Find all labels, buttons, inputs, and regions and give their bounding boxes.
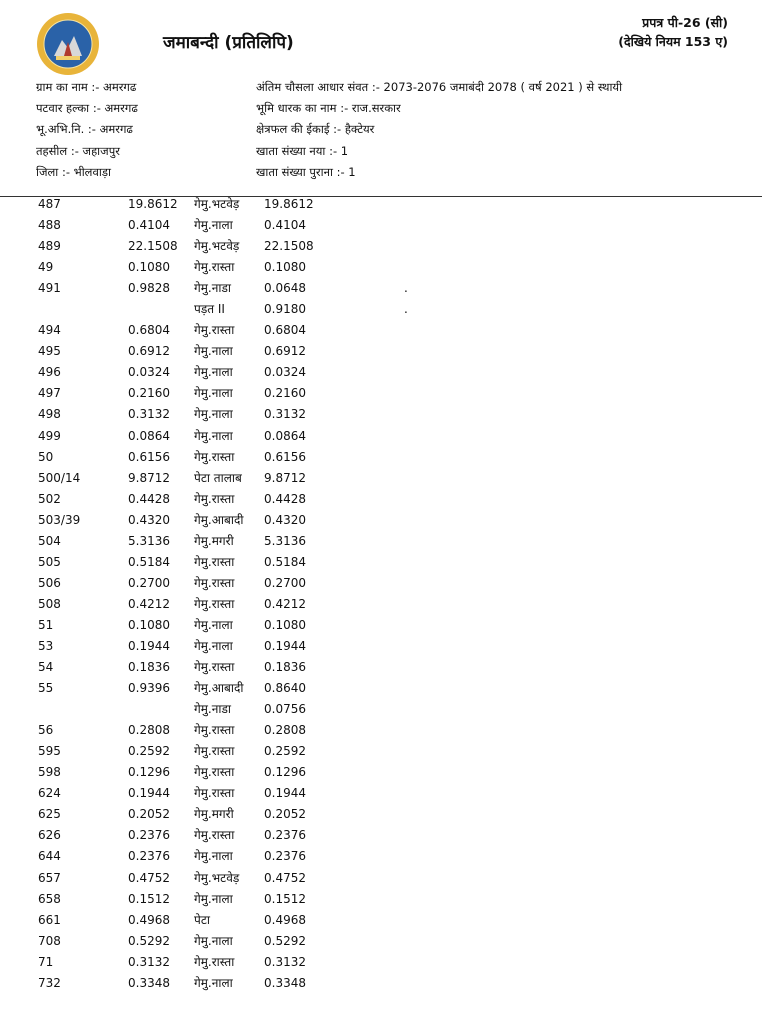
land-type: गेमु.नाला [194,975,233,990]
khasra-number: 626 [38,828,61,843]
khasra-number: 658 [38,891,61,906]
table-row [0,426,768,447]
sub-area: 0.3132 [264,954,306,969]
sub-area: 5.3136 [264,533,306,548]
account-number-old: खाता संख्या पुराना :- 1 [256,164,356,179]
sub-area: 0.3132 [264,407,306,422]
land-type: गेमु.रास्ता [194,575,235,590]
khasra-number: 487 [38,197,61,211]
sub-area: 0.4752 [264,870,306,885]
khasra-number: 499 [38,428,61,443]
khasra-number: 53 [38,638,54,653]
table-row [0,299,768,320]
settlement-basis: अंतिम चौसला आधार संवत :- 2073-2076 जमाबंदी 2078 ( वर्ष 2021 ) से स्थायी [256,80,623,94]
total-area: 0.2808 [128,723,170,738]
total-area: 0.2160 [128,386,170,401]
khasra-number: 644 [38,849,61,864]
account-number-new: खाता संख्या नया :- 1 [256,143,349,158]
total-area: 0.1836 [128,660,170,675]
land-type: गेमु.आबादी [194,681,244,696]
total-area: 0.3132 [128,407,170,422]
sub-area: 0.1080 [264,617,306,632]
land-type: गेमु.भटवेड़ [194,870,240,885]
table-row [0,636,768,657]
land-type: गेमु.नाला [194,638,233,653]
khasra-number: 502 [38,491,61,506]
sub-area: 0.2376 [264,828,306,843]
khasra-number: 488 [38,218,61,233]
khasra-number: 708 [38,933,61,948]
khasra-number: 595 [38,744,61,759]
page-title: जमाबन्दी (प्रतिलिपि) [163,33,294,53]
total-area: 0.2376 [128,828,170,843]
land-type: गेमु.नाडा [194,281,232,296]
land-type: गेमु.नाला [194,428,233,443]
district: जिला :- भीलवाड़ा [36,164,111,179]
total-area: 0.2592 [128,744,170,759]
sub-area: 0.4968 [264,912,306,927]
sub-area: 0.6804 [264,323,306,338]
table-row [0,362,768,383]
land-type: पेटा [194,912,210,927]
land-record-inspector: भू.अभि.नि. :- अमरगढ [36,122,133,137]
sub-area: 0.6156 [264,449,306,464]
land-type: गेमु.आबादी [194,512,244,527]
sub-area: 0.1512 [264,891,306,906]
sub-area: 0.4104 [264,218,306,233]
total-area: 0.6804 [128,323,170,338]
form-number [618,13,728,51]
land-type: गेमु.भटवेड़ [194,239,240,254]
sub-area: 0.1080 [264,260,306,275]
khasra-number: 503/39 [38,512,81,527]
land-holder-name: भूमि धारक का नाम :- राज.सरकार [256,101,401,116]
total-area: 0.9828 [128,281,170,296]
total-area: 0.1944 [128,786,170,801]
table-row [0,573,768,594]
note-mark: . [404,281,408,296]
khasra-number: 504 [38,533,61,548]
table-row [0,973,768,994]
total-area: 0.9396 [128,681,170,696]
table-row [0,762,768,783]
sub-area: 0.9180 [264,302,306,317]
table-row [0,615,768,636]
land-type: गेमु.नाला [194,386,233,401]
sub-area: 0.1296 [264,765,306,780]
land-type: गेमु.नाला [194,933,233,948]
land-type: गेमु.रास्ता [194,260,235,275]
table-row [0,952,768,973]
total-area: 0.5184 [128,554,170,569]
total-area: 9.8712 [128,470,170,485]
table-row [0,257,768,278]
land-type: गेमु.रास्ता [194,449,235,464]
sub-area: 0.2052 [264,807,306,822]
table-row [0,910,768,931]
total-area: 0.1080 [128,260,170,275]
table-row [0,741,768,762]
total-area: 0.4752 [128,870,170,885]
table-row [0,804,768,825]
patwar-circle: पटवार हल्का :- अमरगढ [36,101,138,116]
sub-area: 0.4320 [264,512,306,527]
khasra-number: 489 [38,239,61,254]
record-details-right [256,77,622,183]
land-type: गेमु.रास्ता [194,744,235,759]
table-row [0,320,768,341]
land-type: गेमु.भटवेड़ [194,197,240,211]
land-type: गेमु.रास्ता [194,786,235,801]
sub-area: 0.8640 [264,681,306,696]
table-row [0,194,768,215]
total-area: 0.4968 [128,912,170,927]
land-type: गेमु.नाला [194,344,233,359]
total-area: 0.6156 [128,449,170,464]
khasra-number: 50 [38,449,54,464]
sub-area: 0.1836 [264,660,306,675]
sub-area: 0.5292 [264,933,306,948]
table-row [0,657,768,678]
khasra-number: 624 [38,786,61,801]
total-area: 0.3348 [128,975,170,990]
sub-area: 22.1508 [264,239,314,254]
table-row [0,678,768,699]
sub-area: 0.2160 [264,386,306,401]
village-name: ग्राम का नाम :- अमरगढ [36,80,137,94]
total-area: 0.2700 [128,575,170,590]
record-details-left [36,77,138,183]
total-area: 0.4320 [128,512,170,527]
khasra-number: 54 [38,660,54,675]
total-area: 0.4212 [128,596,170,611]
table-row [0,594,768,615]
land-type: पड़त II [194,302,225,317]
land-type: गेमु.नाला [194,365,233,380]
sub-area: 0.2700 [264,575,306,590]
table-row [0,931,768,952]
land-type: गेमु.नाला [194,849,233,864]
total-area: 0.0864 [128,428,170,443]
khasra-number: 497 [38,386,61,401]
land-type: गेमु.रास्ता [194,554,235,569]
table-row [0,783,768,804]
land-type: गेमु.रास्ता [194,765,235,780]
note-mark: . [404,302,408,317]
sub-area: 9.8712 [264,470,306,485]
table-row [0,889,768,910]
total-area: 0.0324 [128,365,170,380]
total-area: 0.3132 [128,954,170,969]
total-area: 0.1080 [128,617,170,632]
khasra-number: 496 [38,365,61,380]
table-row [0,215,768,236]
total-area: 19.8612 [128,197,178,211]
sub-area: 0.2376 [264,849,306,864]
total-area: 0.2376 [128,849,170,864]
table-row [0,720,768,741]
khasra-number: 49 [38,260,54,275]
table-row [0,404,768,425]
land-type: गेमु.रास्ता [194,323,235,338]
total-area: 0.1512 [128,891,170,906]
land-type: गेमु.मगरी [194,807,234,822]
table-row [0,236,768,257]
total-area: 0.6912 [128,344,170,359]
total-area: 0.1944 [128,638,170,653]
land-records-table [0,194,768,994]
sub-area: 0.0324 [264,365,306,380]
total-area: 0.5292 [128,933,170,948]
khasra-number: 505 [38,554,61,569]
area-unit: क्षेत्रफल की ईकाई :- हैक्टेयर [256,122,375,137]
form-number-line: प्रपत्र पी-26 (सी) [642,15,728,30]
khasra-number: 56 [38,723,54,738]
sub-area: 0.2808 [264,723,306,738]
land-type: गेमु.नाला [194,891,233,906]
rule-reference-line: (देखिये नियम 153 ए) [618,34,728,49]
khasra-number: 498 [38,407,61,422]
land-type: गेमु.नाडा [194,702,232,717]
khasra-number: 598 [38,765,61,780]
table-row [0,341,768,362]
khasra-number: 495 [38,344,61,359]
khasra-number: 661 [38,912,61,927]
khasra-number: 500/14 [38,470,81,485]
land-type: गेमु.रास्ता [194,660,235,675]
land-type: गेमु.मगरी [194,533,234,548]
table-row [0,489,768,510]
sub-area: 0.2592 [264,744,306,759]
sub-area: 0.0648 [264,281,306,296]
sub-area: 0.5184 [264,554,306,569]
sub-area: 0.4428 [264,491,306,506]
land-type: गेमु.रास्ता [194,954,235,969]
khasra-number: 491 [38,281,61,296]
table-row [0,552,768,573]
total-area: 5.3136 [128,533,170,548]
sub-area: 0.4212 [264,596,306,611]
table-row [0,846,768,867]
total-area: 0.2052 [128,807,170,822]
table-row [0,510,768,531]
table-row [0,531,768,552]
khasra-number: 71 [38,954,54,969]
khasra-number: 494 [38,323,61,338]
khasra-number: 657 [38,870,61,885]
sub-area: 0.1944 [264,638,306,653]
table-row [0,699,768,720]
table-row [0,278,768,299]
khasra-number: 51 [38,617,54,632]
khasra-number: 508 [38,596,61,611]
total-area: 0.4428 [128,491,170,506]
rajasthan-emblem-logo [36,12,100,76]
sub-area: 0.0756 [264,702,306,717]
sub-area: 0.6912 [264,344,306,359]
sub-area: 19.8612 [264,197,314,211]
total-area: 0.1296 [128,765,170,780]
land-type: गेमु.रास्ता [194,723,235,738]
table-row [0,468,768,489]
tehsil: तहसील :- जहाजपुर [36,143,120,158]
khasra-number: 625 [38,807,61,822]
sub-area: 0.3348 [264,975,306,990]
table-row [0,868,768,889]
table-row [0,825,768,846]
khasra-number: 506 [38,575,61,590]
sub-area: 0.0864 [264,428,306,443]
land-type: गेमु.नाला [194,218,233,233]
khasra-number: 732 [38,975,61,990]
total-area: 22.1508 [128,239,178,254]
table-row [0,447,768,468]
land-type: पेटा तालाब [194,470,242,485]
land-type: गेमु.रास्ता [194,491,235,506]
table-row [0,383,768,404]
total-area: 0.4104 [128,218,170,233]
land-type: गेमु.नाला [194,617,233,632]
land-type: गेमु.रास्ता [194,596,235,611]
land-type: गेमु.रास्ता [194,828,235,843]
land-type: गेमु.नाला [194,407,233,422]
khasra-number: 55 [38,681,54,696]
sub-area: 0.1944 [264,786,306,801]
